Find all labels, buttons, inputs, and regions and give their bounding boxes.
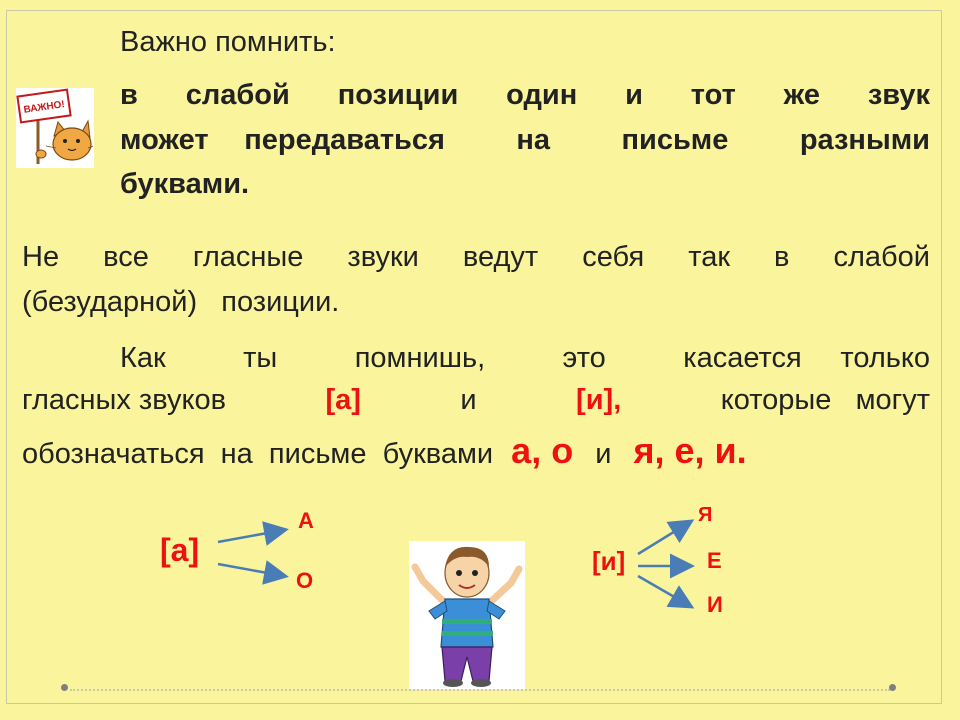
boy-illustration	[409, 541, 525, 689]
diagram-a-letter-1: А	[298, 508, 314, 533]
letters-ya-e-i: я, е, и.	[633, 430, 747, 471]
paragraph-2-line-1: Как ты помнишь, это касается только	[120, 342, 930, 374]
line-2-start: гласных звуков	[22, 384, 227, 416]
sign-text: ВАЖНО!	[22, 99, 66, 116]
letters-a-o: а, о	[511, 430, 574, 471]
bottom-right-dot	[889, 684, 896, 691]
bottom-left-dot	[61, 684, 68, 691]
paragraph-1-line-1: Не все гласные звуки ведут себя так в слабой	[22, 241, 930, 273]
line-3-start: обозначаться на письме буквами	[22, 438, 494, 470]
diagram-i-letter-1: Я	[698, 504, 713, 526]
diagram-i-sound: [и]	[592, 546, 626, 576]
paragraph-2-line-2	[22, 384, 930, 417]
paragraph-2-line-3	[22, 430, 747, 472]
diagram-i-arrows	[632, 508, 702, 618]
rule-line-1: в слабой позиции один и тот же звук	[120, 79, 930, 111]
rule-line-2: может передаваться на письме разными	[120, 124, 930, 156]
diagram-a-letter-2: О	[296, 568, 314, 593]
bottom-divider	[70, 689, 890, 691]
paragraph-1-line-2: (безударной) позиции.	[22, 286, 340, 318]
diagram-a-arrows	[214, 520, 294, 590]
rule-line-3: буквами.	[120, 168, 250, 200]
sound-a-inline: [а]	[325, 384, 361, 416]
sound-i-inline: [и],	[576, 384, 622, 416]
remember-heading: Важно помнить:	[120, 26, 336, 58]
important-sign-illustration	[16, 88, 94, 168]
conjunction-2: и	[595, 438, 612, 470]
diagram-i-letter-3: И	[707, 592, 723, 617]
diagram-i-letter-2: Е	[707, 548, 722, 573]
line-2-end: которые могут	[720, 384, 930, 416]
diagram-a-sound: [а]	[160, 532, 200, 568]
conjunction-1: и	[460, 384, 477, 416]
